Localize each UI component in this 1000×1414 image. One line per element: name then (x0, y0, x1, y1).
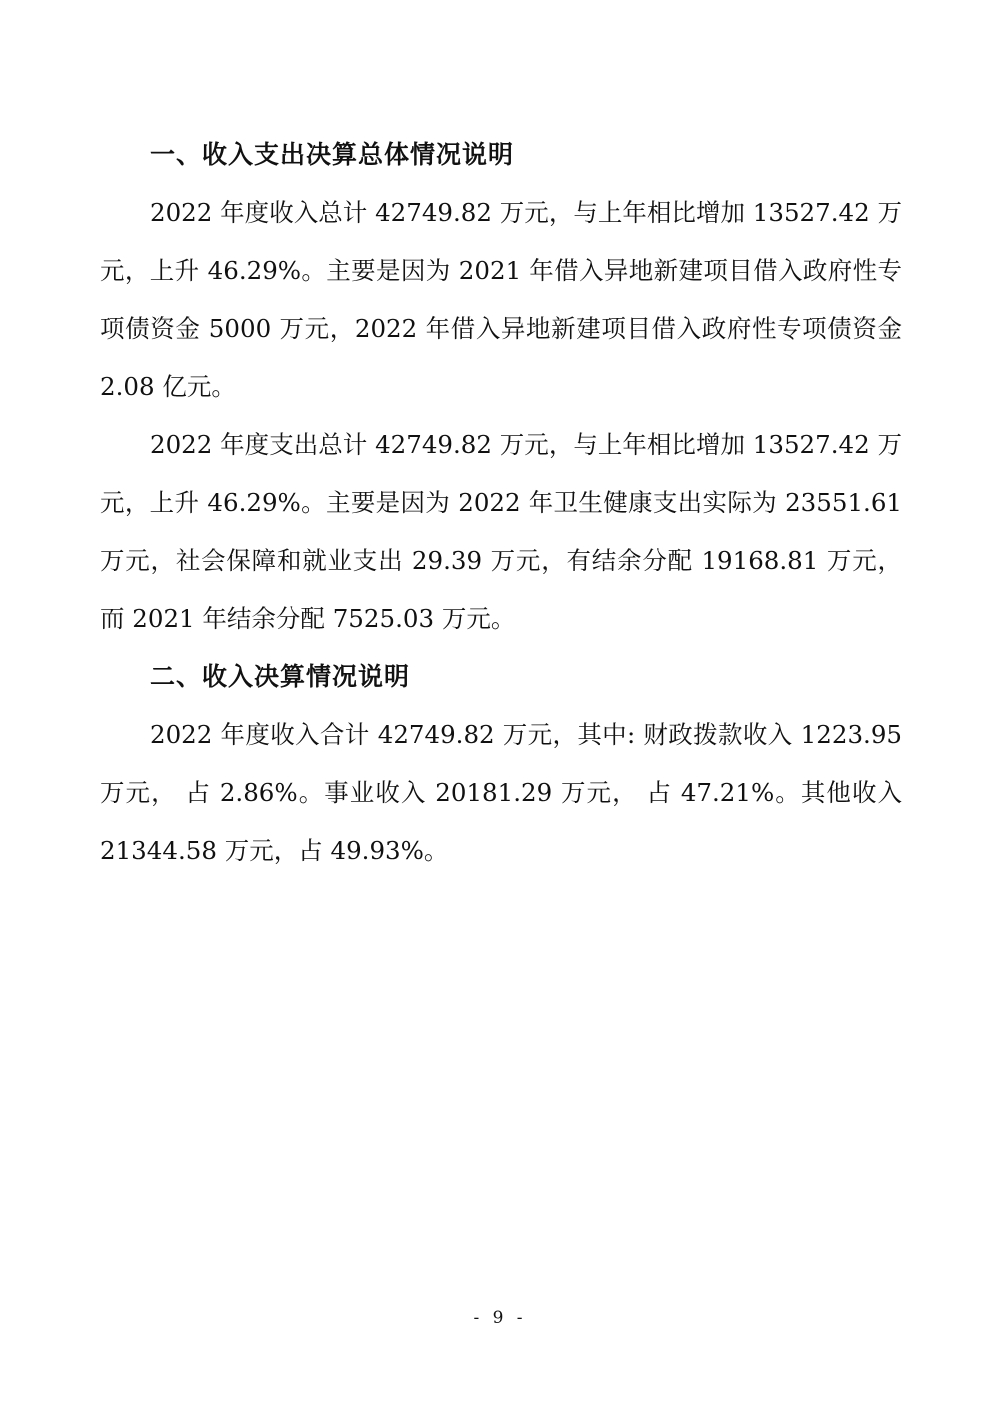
page-number: - 9 - (473, 1308, 527, 1328)
paragraph-expense-total: 2022 年度支出总计 42749.82 万元，与上年相比增加 13527.42 万元，上升 46.29%。主要是因为 2022 年卫生健康支出实际为 23551.61 万元，社会保障和就业支出 29.39 万元，有结余分配 19168.81 万元，而 2021 年结余分配 7525.03 万元。 (100, 430, 902, 633)
paragraph-income-total: 2022 年度收入总计 42749.82 万元，与上年相比增加 13527.42 万元，上升 46.29%。主要是因为 2021 年借入异地新建项目借入政府性专项债资金 5000 万元，2022 年借入异地新建项目借入政府性专项债资金 2.08 亿元。 (100, 198, 902, 401)
section-heading-overall: 一、收入支出决算总体情况说明 (150, 140, 515, 169)
section-heading-income: 二、收入决算情况说明 (150, 662, 411, 691)
paragraph-income-breakdown: 2022 年度收入合计 42749.82 万元，其中: 财政拨款收入 1223.95 万元， 占 2.86%。事业收入 20181.29 万元， 占 47.21%。其他收入 21344.58 万元，占 49.93%。 (100, 720, 902, 865)
document-body (100, 126, 902, 880)
